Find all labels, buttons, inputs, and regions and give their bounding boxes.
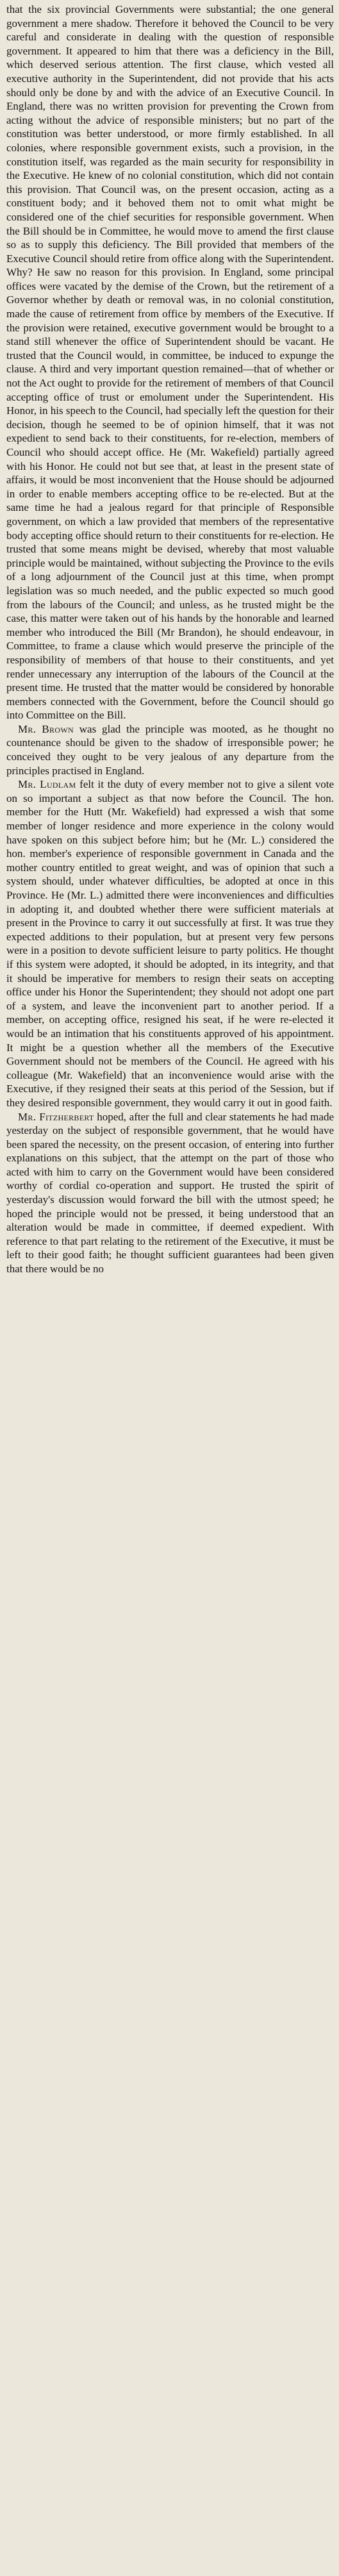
paragraph-text: that the six provincial Governments were substantial; the one general government a mere shadow. Therefore it behoved the Council to be very careful and considerate in dealing with the question of responsible government. It appeared to him that there was a deficiency in the Bill, which deserved serious attention. The first clause, which vested all executive authority in the Superintendent, did not provide that his acts should only be done by and with the advice of an Executive Council. In England, there was no written provision for preventing the Crown from acting without the advice of responsible ministers; but no part of the constitution was better understood, or more firmly established. In all colonies, where responsible government exists, such a provision, in the constitution itself, was regarded as the main security for responsibility in the Executive. He knew of no colonial constitution, which did not contain this provision. That Council was, on the present occasion, acting as a constituent body; and it behoved them not to omit what might be considered one of the chief securities for responsible government. When the Bill should be in Committee, he would move to amend the first clause so as to supply this deficiency. The Bill provided that members of the Executive Council should retire from office along with the Superintendent. Why? He saw no reason for this provision. In England, some principal offices were vacated by the demise of the Crown, but the retirement of a Governor whether by death or removal was, in no colonial constitution, made the cause of retirement from office by members of the Executive. If the provision were retained, executive government would be brought to a stand still whenever the office of Superintendent should be vacant. He trusted that the Council would, in committee, be induced to expunge the clause. A third and very important question remained—that of whether or not the Act ought to provide for the retirement of members of that Council accepting office of trust or emolument under the Superintendent. His Honor, in his speech to the Council, had specially left the question for their decision, though he seemed to be of opinion himself, that it was not expedient to send back to their constituents, for re-election, members of Council who should accept office. He (Mr. Wakefield) partially agreed with his Honor. He could not but see that, at least in the present state of affairs, it would be most inconvenient that the House should be adjourned in order to enable members accepting office to be re-elected. But at the same time he had a jealous regard for that principle of Responsible government, on which a law provided that members of the representative body accepting office should return to their constituents for re-election. He trusted that some means might be devised, whereby that most valuable principle would be maintained, without subjecting the Province to the evils of a long adjournment of the Council just at this time, when prompt legislation was so much needed, and the public expected so much good from the labours of the Council; and unless, as he trusted might be the case, this matter were taken out of his hands by the honorable and learned member who introduced the Bill (Mr Brandon), he should endeavour, in Committee, to frame a clause which would preserve the principle of the responsibility of members of that house to their constituents, and yet render unnecessary any interruption of the labours of the Council at the present time. He trusted that the matter would be considered by honorable members connected with the Government, before the Council should go into Committee on the Bill.: [6, 3, 334, 722]
paragraph-brown-speech: [6, 722, 334, 777]
paragraph-text: felt it the duty of every member not to give a silent vote on so important a subject as that now before the Council. The hon. member for the Hutt (Mr. Wakefield) had expressed a wish that some member of longer residence and more experience in the colony would have spoken on this subject before him; but he (Mr. L.) considered the hon. member's experience of responsible government in Canada and the mother country entitled to great weight, and was of opinion that such a system should, under whatever difficulties, be adopted at once in this Province. He (Mr. L.) admitted there were inconveniences and difficulties in adopting it, and doubted whether there were sufficient materials at present in the Province to carry it out successfully at first. It was true they expected additions to their population, but at present very few persons were in a position to devote sufficient leisure to party politics. He thought if this system were adopted, it should be adopted, in its integrity, and that it should be imperative for members to resign their seats on accepting office under his Honor the Superintendent; they should not adopt one part of a system, and leave the inconvenient part to another period. If a member, on accepting office, resigned his seat, if he were re-elected it would be an intimation that his constituents approved of his appointment. It might be a question whether all the members of the Executive Government should not be members of the Council. He agreed with his colleague (Mr. Wakefield) that an inconvenience would arise with the Executive, if they resigned their seats at this period of the Session, but if they desired responsible government, they would carry it out in good faith.: [6, 778, 335, 1109]
paragraph-fitzherbert-speech: [6, 1110, 334, 1276]
speaker-name: Mr. Fitzherbert: [18, 1110, 94, 1123]
speaker-name: Mr. Ludlam: [18, 778, 76, 791]
paragraph-wakefield-speech: [6, 3, 334, 722]
paragraph-text: hoped, after the full and clear statements he had made yesterday on the subject of responsible government, that he would have been spared the necessity, on the present occasion, of entering into further explanations on this subject, that the attempt on the part of those who acted with him to carry on the Government would have been considered worthy of cordial co-operation and support. He trusted the spirit of yesterday's discussion would forward the bill with the utmost speed; he hoped the principle would not be pressed, it being understood that an alteration would be made in committee, if deemed expedient. With reference to that part relating to the retirement of the Executive, it must be left to their good faith; he thought sufficient guarantees had been given that there would be no: [6, 1110, 334, 1276]
speaker-name: Mr. Brown: [18, 722, 74, 735]
paragraph-ludlam-speech: [6, 777, 334, 1109]
paragraph-text: was glad the principle was mooted, as he thought no countenance should be given to the shadow of irresponsible power; he conceived they ought to be very jealous of any departure from the principles practised in England.: [6, 722, 334, 777]
